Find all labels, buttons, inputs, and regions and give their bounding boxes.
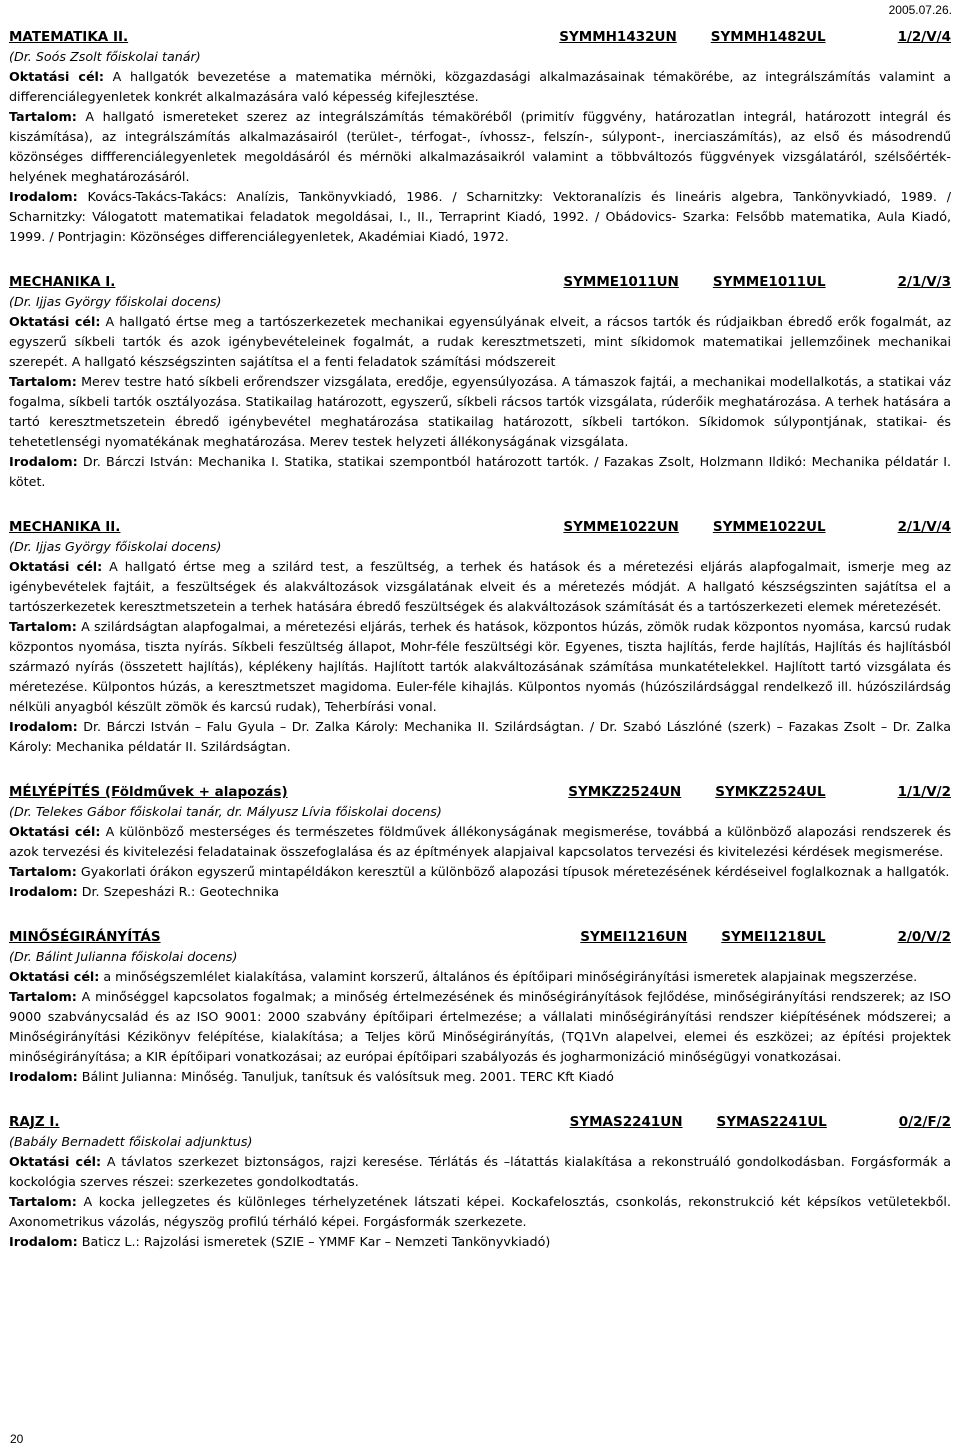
section-label: Tartalom:: [9, 619, 77, 634]
course-block: [9, 782, 951, 902]
course-list: [9, 27, 951, 1277]
section-text: Dr. Bárczi István: Mechanika I. Statika, statikai szempontból határozott tartók. / Fazakas Zsolt, Holzmann Ildikó: Mechanika példatár I. kötet.: [9, 454, 951, 489]
course-section: [9, 617, 951, 717]
section-text: Merev testre ható síkbeli erőrendszer vizsgálata, eredője, egyensúlyozása. A támaszok fajtái, a mechanikai modellalkotás, a statikai váz fogalma, síkbeli tartók osztályozása. Statikailag határozott, egyszerű, síkbeli rácsos tartók vizsgálata, rúderőik meghatározása. A terhek hatására a tartó keresztmetszetein ébredő igénybevétel meghatározása statikailag határozott, síkbeli tartókon. Síkidomok súlypontjának, statikai- és tehetetlenségi nyomatékának meghatározása. Merev testek helyzeti állékonyságának vizsgálata.: [9, 374, 951, 449]
section-text: a minőségszemlélet kialakítása, valamint korszerű, általános és építőipari minőségirányítási ismeretek alapjainak megszerzése.: [99, 969, 918, 984]
section-text: Dr. Szepesházi R.: Geotechnika: [77, 884, 280, 899]
course-code-lecture: SYMME1011UN: [563, 274, 679, 290]
course-section: [9, 987, 951, 1067]
page-number: 20: [10, 1432, 24, 1446]
section-label: Irodalom:: [9, 719, 78, 734]
course-header: [9, 27, 951, 47]
course-section: [9, 452, 951, 492]
course-section: [9, 822, 951, 862]
section-text: Bálint Julianna: Minőség. Tanuljuk, tanítsuk és valósítsuk meg. 2001. TERC Kft Kiadó: [77, 1069, 614, 1084]
section-label: Oktatási cél:: [9, 559, 103, 574]
course-code-lecture: SYMAS2241UN: [569, 1114, 683, 1130]
course-header: [9, 927, 951, 947]
section-label: Oktatási cél:: [9, 824, 101, 839]
section-label: Oktatási cél:: [9, 314, 101, 329]
course-block: [9, 517, 951, 757]
section-label: Oktatási cél:: [9, 969, 100, 984]
section-text: A különböző mesterséges és természetes földművek állékonyságának megismerése, továbbá a különböző alapozási rendszerek és azok tervezési és kivitelezési feladatainak összefoglalása és az építmények alapjaival kapcsolatos tervezési és kivitelezési kérdések megismerése.: [9, 824, 951, 859]
section-text: A hallgató értse meg a tartószerkezetek mechanikai egyensúlyának elveit, a rácsos tartók és rúdjaikban ébredő erők fogalmát, az egyszerű síkbeli tartók és azok igénybevételeinek fogalmát, a rudak keresztmetszeti, mint síkidomok matematikai jellemzőinek mechanikai szerepét. A hallgató készségszinten sajátítsa el a fenti feladatok számítási módszereit: [9, 314, 951, 369]
course-header: [9, 517, 951, 537]
section-label: Irodalom:: [9, 884, 78, 899]
section-text: Baticz L.: Rajzolási ismeretek (SZIE – YMMF Kar – Nemzeti Tankönyvkiadó): [77, 1234, 551, 1249]
course-header: [9, 272, 951, 292]
course-credits: 2/1/V/3: [897, 274, 951, 290]
course-lecturer: (Dr. Soós Zsolt főiskolai tanár): [9, 49, 201, 64]
course-title: MINŐSÉGIRÁNYÍTÁS: [9, 929, 161, 945]
course-section: [9, 1232, 951, 1252]
course-lecturer: (Dr. Bálint Julianna főiskolai docens): [9, 949, 238, 964]
course-section: [9, 862, 951, 882]
course-code-lecture: SYMME1022UN: [563, 519, 679, 535]
course-credits: 1/2/V/4: [897, 29, 951, 45]
course-credits: 2/0/V/2: [897, 929, 951, 945]
course-lecturer: (Dr. Ijjas György főiskolai docens): [9, 539, 222, 554]
section-label: Tartalom:: [9, 1194, 77, 1209]
course-credits: 0/2/F/2: [898, 1114, 951, 1130]
section-label: Tartalom:: [9, 864, 77, 879]
course-block: [9, 27, 951, 247]
course-block: [9, 927, 951, 1087]
course-section: [9, 967, 951, 987]
course-section: [9, 717, 951, 757]
course-title: MECHANIKA I.: [9, 274, 116, 290]
document-date: 2005.07.26.: [888, 3, 952, 17]
course-code-practice: SYMEI1218UL: [721, 929, 826, 945]
course-title: MÉLYÉPÍTÉS (Földművek + alapozás): [9, 784, 288, 800]
course-section: [9, 1152, 951, 1192]
section-text: A távlatos szerkezet biztonságos, rajzi keresése. Térlátás és –látattás kialakítása a rekonstruáló gondolkodásban. Forgásformák a kockológia szerves részei: szerkezetes gondolkodtatás.: [9, 1154, 952, 1189]
section-text: A minőséggel kapcsolatos fogalmak; a minőség értelmezésének és minőségirányítások fejlődése, minőségirányítási rendszerek; az ISO 9000 szabványcsalád és az ISO 9001: 2000 szabvány építőipari értelmezése; a vállalati minőségirányítási rendszer kiépítésének módszerei; a Minőségirányítási Kézikönyv felépítése, kialakítása; a Teljes körű Minőségirányítás, (TQ1Vn alapelvei, elemei és eszközei; az építési projektek minőségirányítása; a KIR építőipari vonatkozásai; az európai építőipari szabályozás és jogharmonizáció minőségügyi vonatkozásai.: [9, 989, 951, 1064]
course-code-practice: SYMAS2241UL: [716, 1114, 827, 1130]
course-title: MATEMATIKA II.: [9, 29, 129, 45]
course-lecturer: (Dr. Telekes Gábor főiskolai tanár, dr. Mályusz Lívia főiskolai docens): [9, 804, 442, 819]
course-block: [9, 1112, 951, 1252]
course-code-practice: SYMME1022UL: [712, 519, 826, 535]
course-title: RAJZ I.: [9, 1114, 60, 1130]
course-code-practice: SYMME1011UL: [712, 274, 826, 290]
course-section: [9, 372, 951, 452]
course-code-practice: SYMKZ2524UL: [715, 784, 826, 800]
section-label: Irodalom:: [9, 1069, 78, 1084]
section-label: Tartalom:: [9, 109, 77, 124]
course-header: [9, 782, 951, 802]
course-section: [9, 67, 951, 107]
section-label: Tartalom:: [9, 374, 77, 389]
course-title: MECHANIKA II.: [9, 519, 121, 535]
section-text: Dr. Bárczi István – Falu Gyula – Dr. Zalka Károly: Mechanika II. Szilárdságtan. / Dr. Szabó Lászlóné (szerk) – Fazakas Zsolt – Dr. Zalka Károly: Mechanika példatár II. Szilárdságtan.: [9, 719, 951, 754]
section-text: A hallgató értse meg a szilárd test, a feszültség, a terhek és hatások és a méretezési eljárás alapfogalmait, ismerje meg az igénybevételek fajtáit, a feszültségek és alakváltozások vizsgálatának elveit és a méretezés módját. A hallgató készségszinten sajátítsa el a tartószerkezetek keresztmetszetein a terhek hatására ébredő feszültségek és alakváltozások számítását és a tartószerkezeti elemek méretezését.: [9, 559, 951, 614]
section-label: Irodalom:: [9, 454, 78, 469]
section-text: Gyakorlati órákon egyszerű mintapéldákon keresztül a különböző alapozási típusok méretezésének kérdéseivel foglalkoznak a hallgatók.: [76, 864, 950, 879]
course-block: [9, 272, 951, 492]
course-section: [9, 557, 951, 617]
course-section: [9, 882, 951, 902]
section-label: Oktatási cél:: [9, 69, 104, 84]
course-section: [9, 107, 951, 187]
course-code-lecture: SYMMH1432UN: [559, 29, 677, 45]
section-text: A hallgató ismereteket szerez az integrálszámítás témaköréből (primitív függvény, határozatlan integrál, határozott integrál és kiszámítása), az integrálszámítás alkalmazásairól (terület-, térfogat-, ívhossz-, felszín-, súlypont-, inerciaszámítás), az első és másodrendű közönséges diffferenciálegyenletek megoldásáról és mérnöki alkalmazásaikról valamint a többváltozós függvények vizsgálatáról, szélsőérték-helyének meghatározásáról.: [9, 109, 951, 184]
course-section: [9, 1192, 951, 1232]
section-label: Tartalom:: [9, 989, 77, 1004]
course-lecturer: (Dr. Ijjas György főiskolai docens): [9, 294, 222, 309]
course-credits: 1/1/V/2: [897, 784, 951, 800]
section-text: Kovács-Takács-Takács: Analízis, Tankönyvkiadó, 1986. / Scharnitzky: Vektoranalízis és lineáris algebra, Tankönyvkiadó, 1989. / Scharnitzky: Válogatott matematikai feladatok megoldásai, I., II., Terraprint Kiadó, 1992. / Obádovics- Szarka: Felsőbb matematika, Aula Kiadó, 1999. / Pontrjagin: Közönséges differenciálegyenletek, Akadémiai Kiadó, 1972.: [9, 189, 951, 244]
section-label: Irodalom:: [9, 1234, 78, 1249]
course-code-lecture: SYMKZ2524UN: [568, 784, 682, 800]
section-text: A hallgatók bevezetése a matematika mérnöki, közgazdasági alkalmazásainak témakörébe, az integrálszámítás valamint a differenciálegyenletek konkrét alkalmazására való képesség kifejlesztése.: [9, 69, 952, 104]
section-text: A kocka jellegzetes és különleges térhelyzetének látszati képei. Kockafelosztás, csonkolás, rekonstrukció két képsíkos vetületekből. Axonometrikus vázolás, négyszög profilú térháló képei. Forgásformák szerkezete.: [9, 1194, 951, 1229]
section-label: Irodalom:: [9, 189, 78, 204]
course-section: [9, 187, 951, 247]
section-label: Oktatási cél:: [9, 1154, 102, 1169]
course-code-practice: SYMMH1482UL: [710, 29, 826, 45]
course-header: [9, 1112, 951, 1132]
course-credits: 2/1/V/4: [897, 519, 951, 535]
course-code-lecture: SYMEI1216UN: [580, 929, 688, 945]
course-section: [9, 1067, 951, 1087]
course-lecturer: (Babály Bernadett főiskolai adjunktus): [9, 1134, 253, 1149]
course-section: [9, 312, 951, 372]
section-text: A szilárdságtan alapfogalmai, a méretezési eljárás, terhek és hatások, központos húzás, zömök rudak központos nyomása, karcsú rudak központos nyomása, tiszta nyírás. Síkbeli feszültség állapot, Mohr-féle feszültségi kör. Egyenes, tiszta hajlítás, ferde hajlítás, Hajlítás és hajlításból származó nyírás (összetett hajlítás), képlékeny hajlítás. Hajlított tartók alakváltozásának számítása munkatételekkel. Hajlított tartó vizsgálata és méretezése. Külpontos húzás, a keresztmetszet magidoma. Euler-féle kihajlás. Külpontos nyomás (húzószilárdsággal rendelkező ill. húzószilárdság nélküli anyagból készült zömök és karcsú rudak), Teherbírási vonal.: [9, 619, 951, 714]
